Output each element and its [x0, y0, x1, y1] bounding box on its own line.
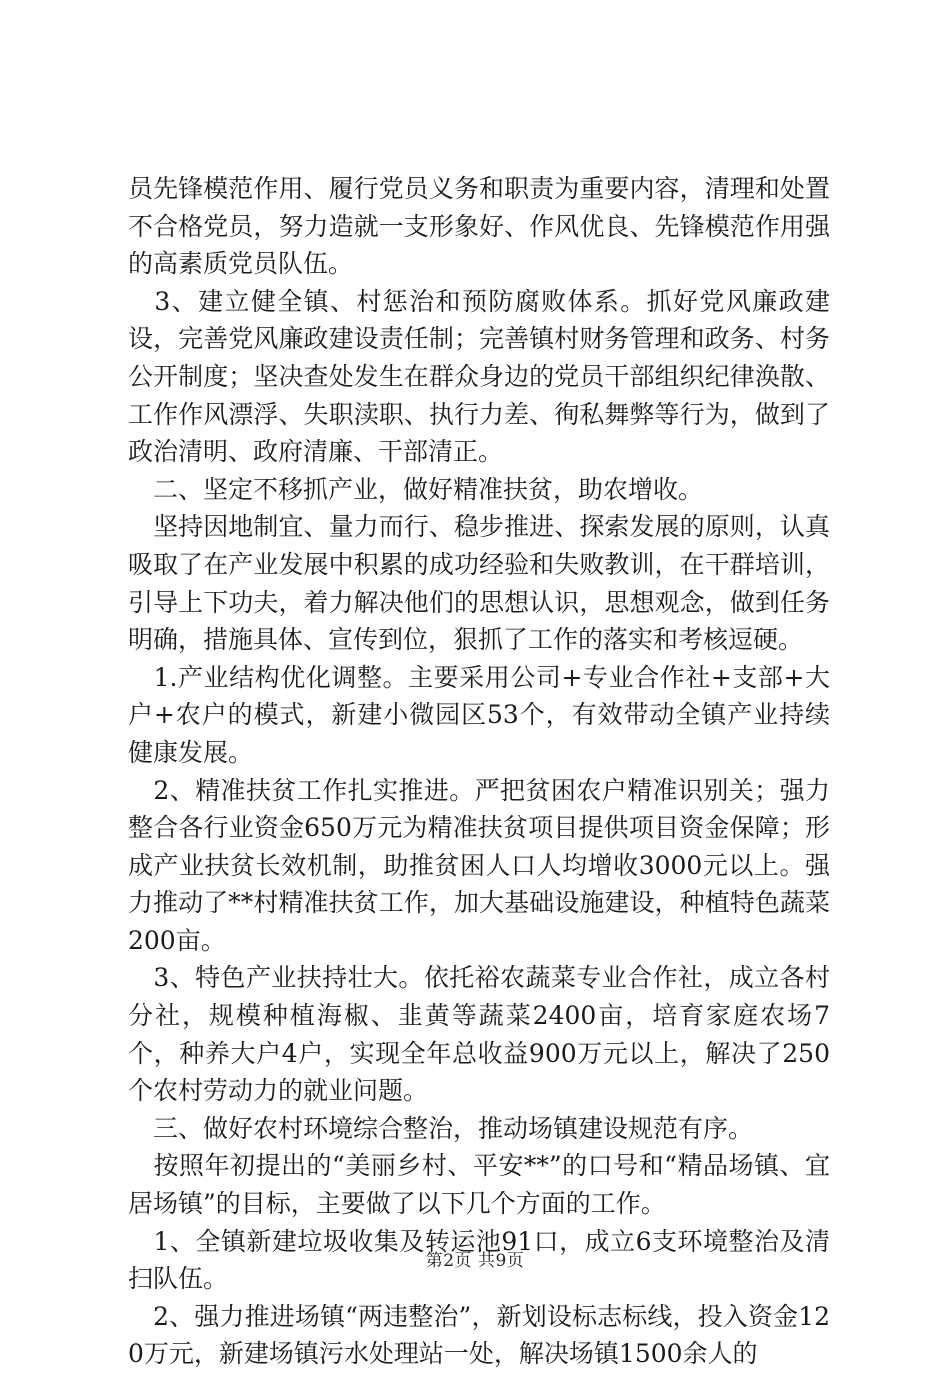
paragraph-industry-structure: 1.产业结构优化调整。主要采用公司+专业合作社+支部+大户+农户的模式，新建小微园区53个，有效带动全镇产业持续健康发展。	[128, 662, 830, 767]
paragraph-town-rectification: 2、强力推进场镇“两违整治”，新划设标志标线，投入资金120万元，新建场镇污水处理站一处，解决场镇1500余人的	[128, 1301, 830, 1369]
paragraph-environment-goals: 按照年初提出的“美丽乡村、平安**”的口号和“精品场镇、宜居场镇”的目标，主要做了以下几个方面的工作。	[128, 1151, 830, 1219]
paragraph-industry-principles: 坚持因地制宜、量力而行、稳步推进、探索发展的原则，认真吸取了在产业发展中积累的成功经验和失败教训，在干群培训，引导上下功夫，着力解决他们的思想认识，思想观念，做到任务明确，措施具体、宣传到位，狠抓了工作的落实和考核逗硬。	[128, 512, 830, 655]
paragraph-continuation: 员先锋模范作用、履行党员义务和职责为重要内容，清理和处置不合格党员，努力造就一支形象好、作风优良、先锋模范作用强的高素质党员队伍。	[128, 174, 830, 279]
paragraph-garbage-collection: 1、全镇新建垃圾收集及转运池91口，成立6支环境整治及清扫队伍。	[128, 1226, 830, 1294]
paragraph-anti-corruption: 3、建立健全镇、村惩治和预防腐败体系。抓好党风廉政建设，完善党风廉政建设责任制；完善镇村财务管理和政务、村务公开制度；坚决查处发生在群众身边的党员干部组织纪律涣散、工作作风漂浮、失职渎职、执行力差、徇私舞弊等行为，做到了政治清明、政府清廉、干部清正。	[128, 286, 830, 467]
page-number-footer: 第2页 共9页	[425, 1251, 525, 1271]
section-heading-industry: 二、坚定不移抓产业，做好精准扶贫，助农增收。	[128, 474, 704, 504]
document-body	[128, 170, 830, 1373]
paragraph-special-industry: 3、特色产业扶持壮大。依托裕农蔬菜专业合作社，成立各村分社，规模种植海椒、韭黄等蔬菜2400亩，培育家庭农场7个，种养大户4户，实现全年总收益900万元以上，解决了250个农村劳动力的就业问题。	[128, 963, 830, 1106]
paragraph-poverty-alleviation: 2、精准扶贫工作扎实推进。严把贫困农户精准识别关；强力整合各行业资金650万元为精准扶贫项目提供项目资金保障；形成产业扶贫长效机制，助推贫困人口人均增收3000元以上。强力推动了**村精准扶贫工作，加大基础设施建设，种植特色蔬菜200亩。	[128, 775, 830, 955]
section-heading-environment: 三、做好农村环境综合整治，推动场镇建设规范有序。	[128, 1113, 754, 1143]
